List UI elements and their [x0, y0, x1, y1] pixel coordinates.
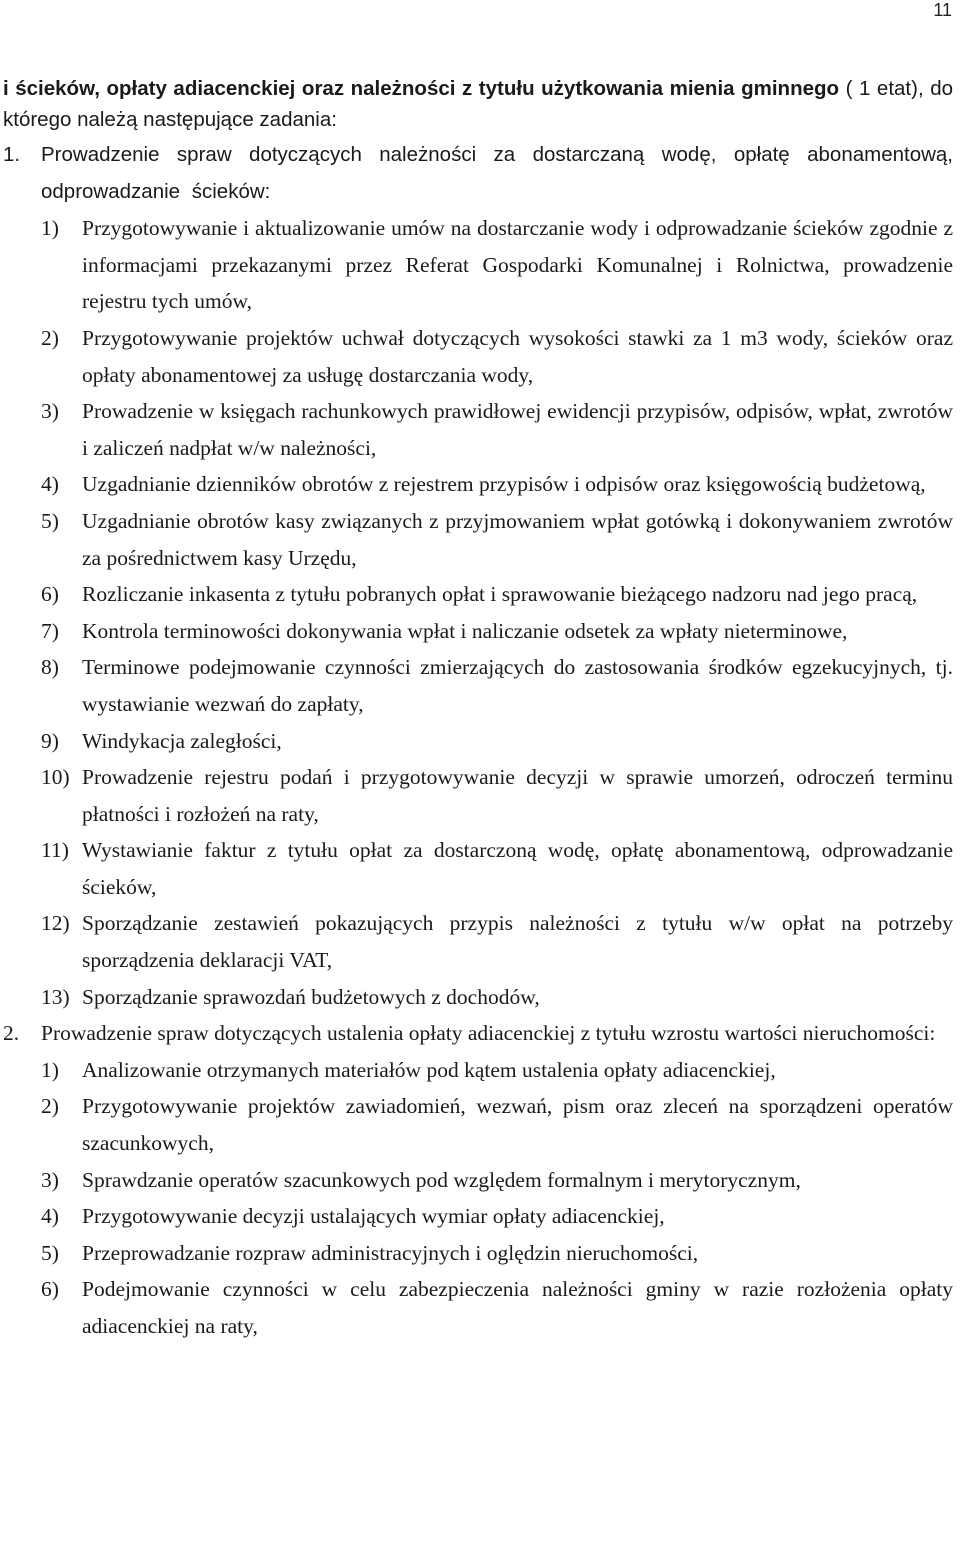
item-number: 1) — [41, 1057, 59, 1082]
section-title: Prowadzenie spraw dotyczących ustalenia opłaty adiacenckiej z tytułu wzrostu wartości nieruchomości: — [41, 1021, 936, 1046]
intro-bold-text: i ścieków, opłaty adiacenckiej oraz należności z tytułu użytkowania mienia gminnego — [3, 77, 840, 100]
item-number: 6) — [41, 1277, 59, 1302]
list-item — [41, 503, 953, 576]
list-item — [41, 1271, 953, 1344]
section-items — [41, 210, 953, 1015]
item-text: Kontrola terminowości dokonywania wpłat i naliczanie odsetek za wpłaty nieterminowe, — [82, 618, 848, 643]
item-number: 1) — [41, 216, 59, 241]
section-2 — [3, 1015, 953, 1344]
item-number: 9) — [41, 728, 59, 753]
item-number: 3) — [41, 399, 59, 424]
item-number: 5) — [41, 1240, 59, 1265]
intro-paragraph — [3, 73, 953, 135]
item-number: 2) — [41, 1094, 59, 1119]
item-text: Sprawdzanie operatów szacunkowych pod względem formalnym i merytorycznym, — [82, 1167, 801, 1192]
list-item — [41, 613, 953, 650]
list-item — [41, 723, 953, 760]
list-item — [41, 210, 953, 320]
list-item — [41, 649, 953, 722]
item-text: Sporządzanie zestawień pokazujących przypis należności z tytułu w/w opłat na potrzeby sporządzenia deklaracji VAT, — [82, 911, 953, 973]
item-text: Podejmowanie czynności w celu zabezpieczenia należności gminy w razie rozłożenia opłaty adiacenckiej na raty, — [82, 1277, 953, 1338]
item-text: Prowadzenie w księgach rachunkowych prawidłowej ewidencji przypisów, odpisów, wpłat, zwrotów i zaliczeń nadpłat w/w należności, — [82, 399, 953, 460]
section-body — [41, 1015, 953, 1344]
document-body — [3, 137, 953, 1345]
intro-rest-text: ( 1 etat), do którego należą następujące zadania: — [3, 77, 953, 131]
list-item — [41, 576, 953, 613]
item-text: Uzgadnianie dzienników obrotów z rejestrem przypisów i odpisów oraz księgowością budżetową, — [82, 472, 926, 497]
list-item — [41, 832, 953, 905]
list-item — [41, 1052, 953, 1089]
item-text: Przygotowywanie projektów uchwał dotyczących wysokości stawki za 1 m3 wody, ścieków oraz opłaty abonamentowej za usługę dostarczania wody, — [82, 325, 953, 387]
section-number: 2. — [3, 1021, 20, 1046]
item-number: 2) — [41, 325, 59, 350]
list-item — [41, 1235, 953, 1272]
list-item — [41, 393, 953, 466]
item-number: 12) — [41, 911, 70, 936]
list-item — [41, 466, 953, 503]
list-item — [41, 1162, 953, 1199]
section-body — [41, 137, 953, 1015]
item-number: 4) — [41, 472, 59, 497]
section-title: Prowadzenie spraw dotyczących należności za dostarczaną wodę, opłatę abonamentową, odprowadzanie ścieków: — [41, 143, 953, 203]
item-number: 5) — [41, 508, 59, 533]
item-text: Analizowanie otrzymanych materiałów pod kątem ustalenia opłaty adiacenckiej, — [82, 1057, 776, 1082]
item-number: 6) — [41, 582, 59, 607]
list-item — [41, 320, 953, 393]
item-number: 10) — [41, 765, 70, 790]
section-items — [41, 1052, 953, 1345]
list-item — [41, 1198, 953, 1235]
item-number: 8) — [41, 655, 59, 680]
item-number: 11) — [41, 838, 69, 863]
list-item — [41, 1088, 953, 1161]
item-number: 7) — [41, 618, 59, 643]
item-text: Przygotowywanie i aktualizowanie umów na dostarczanie wody i odprowadzanie ścieków zgodnie z informacjami przekazanymi przez Referat Gospodarki Komunalnej i Rolnictwa, prowadzenie rejestru tych umów, — [82, 216, 953, 314]
item-text: Prowadzenie rejestru podań i przygotowywanie decyzji w sprawie umorzeń, odroczeń terminu płatności i rozłożeń na raty, — [82, 765, 953, 826]
list-item — [41, 979, 953, 1016]
list-item — [41, 759, 953, 832]
item-text: Wystawianie faktur z tytułu opłat za dostarczoną wodę, opłatę abonamentową, odprowadzanie ścieków, — [82, 838, 953, 899]
section-number: 1. — [3, 143, 21, 166]
list-item — [41, 905, 953, 978]
item-number: 4) — [41, 1204, 59, 1229]
item-text: Uzgadnianie obrotów kasy związanych z przyjmowaniem wpłat gotówką i dokonywaniem zwrotów za pośrednictwem kasy Urzędu, — [82, 508, 953, 570]
item-text: Przeprowadzanie rozpraw administracyjnych i oględzin nieruchomości, — [82, 1240, 699, 1265]
item-text: Przygotowywanie projektów zawiadomień, wezwań, pism oraz zleceń na sporządzeni operatów szacunkowych, — [82, 1094, 953, 1156]
item-text: Przygotowywanie decyzji ustalających wymiar opłaty adiacenckiej, — [82, 1204, 665, 1229]
item-text: Windykacja zaległości, — [82, 728, 282, 753]
item-number: 13) — [41, 984, 70, 1009]
item-text: Terminowe podejmowanie czynności zmierzających do zastosowania środków egzekucyjnych, tj. wystawianie wezwań do zapłaty, — [82, 655, 953, 716]
section-1 — [3, 137, 953, 1015]
item-text: Rozliczanie inkasenta z tytułu pobranych opłat i sprawowanie bieżącego nadzoru nad jego pracą, — [82, 582, 918, 607]
item-text: Sporządzanie sprawozdań budżetowych z dochodów, — [82, 984, 540, 1009]
page-number: 11 — [933, 0, 952, 20]
item-number: 3) — [41, 1167, 59, 1192]
